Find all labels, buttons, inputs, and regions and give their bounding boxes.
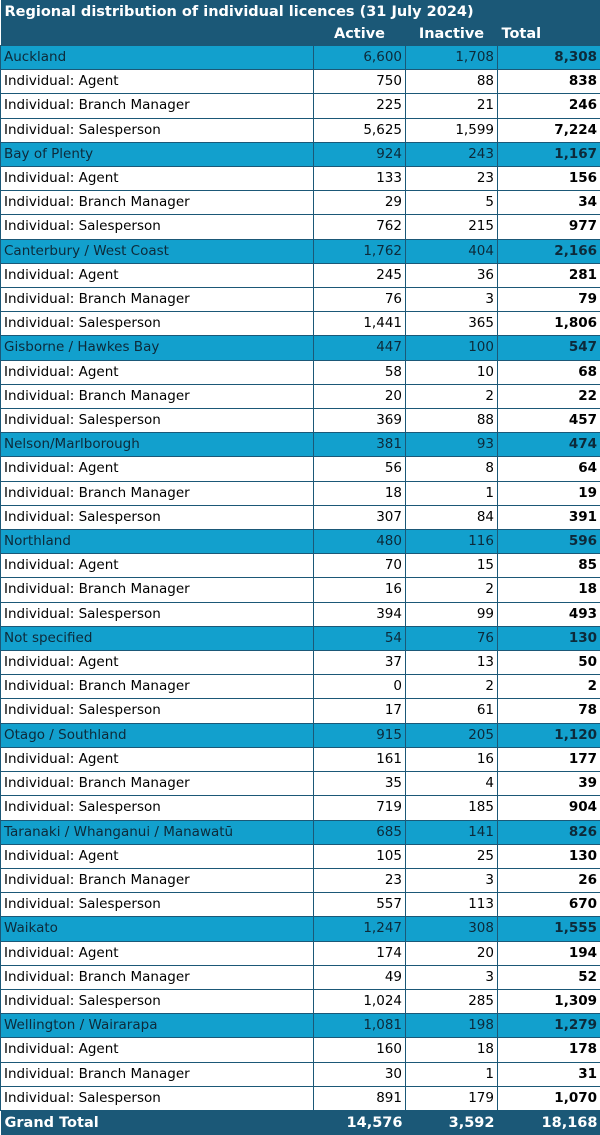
- licence-type-total: 178: [498, 1038, 600, 1062]
- region-name: Taranaki / Whanganui / Manawatū: [1, 820, 314, 844]
- licence-type-total: 246: [498, 94, 600, 118]
- licence-type-active: 105: [314, 844, 406, 868]
- licence-type-total: 156: [498, 167, 600, 191]
- region-active: 1,081: [314, 1014, 406, 1038]
- licence-type-total: 79: [498, 288, 600, 312]
- licence-type-label: Individual: Agent: [1, 457, 314, 481]
- licence-type-row: [1, 215, 600, 239]
- licence-type-inactive: 285: [406, 989, 498, 1013]
- licence-type-inactive: 3: [406, 965, 498, 989]
- licence-type-inactive: 3: [406, 288, 498, 312]
- licence-type-inactive: 3: [406, 868, 498, 892]
- licence-type-total: 2: [498, 675, 600, 699]
- licence-type-inactive: 365: [406, 312, 498, 336]
- licence-type-active: 23: [314, 868, 406, 892]
- licence-type-active: 30: [314, 1062, 406, 1086]
- licence-type-active: 5,625: [314, 118, 406, 142]
- licence-type-row: [1, 868, 600, 892]
- licence-type-total: 1,806: [498, 312, 600, 336]
- licence-type-total: 34: [498, 191, 600, 215]
- licence-type-active: 161: [314, 747, 406, 771]
- licence-type-active: 1,024: [314, 989, 406, 1013]
- grand-total-active: 14,576: [314, 1110, 406, 1135]
- region-total: 2,166: [498, 239, 600, 263]
- region-name: Wellington / Wairarapa: [1, 1014, 314, 1038]
- region-row: [1, 626, 600, 650]
- region-active: 924: [314, 142, 406, 166]
- region-total: 1,279: [498, 1014, 600, 1038]
- licence-type-row: [1, 70, 600, 94]
- licence-type-label: Individual: Agent: [1, 747, 314, 771]
- licence-type-total: 18: [498, 578, 600, 602]
- region-row: [1, 530, 600, 554]
- licence-type-label: Individual: Salesperson: [1, 796, 314, 820]
- licence-type-total: 493: [498, 602, 600, 626]
- licence-type-label: Individual: Agent: [1, 70, 314, 94]
- licence-type-row: [1, 554, 600, 578]
- licence-type-label: Individual: Salesperson: [1, 602, 314, 626]
- licence-type-label: Individual: Agent: [1, 554, 314, 578]
- licence-type-total: 39: [498, 772, 600, 796]
- licence-type-inactive: 185: [406, 796, 498, 820]
- licence-type-active: 17: [314, 699, 406, 723]
- region-inactive: 198: [406, 1014, 498, 1038]
- licence-type-label: Individual: Branch Manager: [1, 578, 314, 602]
- region-name: Nelson/Marlborough: [1, 433, 314, 457]
- licence-type-total: 281: [498, 263, 600, 287]
- licence-type-active: 133: [314, 167, 406, 191]
- region-active: 54: [314, 626, 406, 650]
- licence-type-inactive: 15: [406, 554, 498, 578]
- licence-type-inactive: 16: [406, 747, 498, 771]
- licence-type-row: [1, 747, 600, 771]
- licence-type-label: Individual: Branch Manager: [1, 94, 314, 118]
- licence-type-label: Individual: Agent: [1, 167, 314, 191]
- licence-type-inactive: 20: [406, 941, 498, 965]
- licence-type-row: [1, 457, 600, 481]
- region-total: 1,167: [498, 142, 600, 166]
- grand-total-row: [1, 1110, 600, 1135]
- table-body: [1, 46, 600, 1111]
- licence-type-active: 307: [314, 505, 406, 529]
- licence-type-total: 391: [498, 505, 600, 529]
- grand-total-total: 18,168: [498, 1110, 600, 1135]
- licence-type-total: 670: [498, 893, 600, 917]
- licence-type-label: Individual: Agent: [1, 360, 314, 384]
- licence-type-label: Individual: Branch Manager: [1, 675, 314, 699]
- licence-type-inactive: 1: [406, 1062, 498, 1086]
- licence-type-inactive: 4: [406, 772, 498, 796]
- region-active: 381: [314, 433, 406, 457]
- licence-type-total: 64: [498, 457, 600, 481]
- licence-type-total: 50: [498, 651, 600, 675]
- licence-type-inactive: 88: [406, 70, 498, 94]
- licence-type-inactive: 84: [406, 505, 498, 529]
- region-active: 685: [314, 820, 406, 844]
- licence-type-label: Individual: Branch Manager: [1, 965, 314, 989]
- region-row: [1, 336, 600, 360]
- licence-type-inactive: 2: [406, 578, 498, 602]
- region-inactive: 116: [406, 530, 498, 554]
- region-total: 826: [498, 820, 600, 844]
- licence-type-inactive: 5: [406, 191, 498, 215]
- licence-type-label: Individual: Salesperson: [1, 989, 314, 1013]
- table-title: Regional distribution of individual licences (31 July 2024): [1, 0, 600, 24]
- region-active: 6,600: [314, 46, 406, 70]
- region-row: [1, 433, 600, 457]
- licence-type-label: Individual: Salesperson: [1, 312, 314, 336]
- region-name: Auckland: [1, 46, 314, 70]
- licence-type-active: 394: [314, 602, 406, 626]
- licence-type-inactive: 88: [406, 409, 498, 433]
- region-name: Northland: [1, 530, 314, 554]
- region-total: 1,555: [498, 917, 600, 941]
- licence-type-active: 225: [314, 94, 406, 118]
- licence-type-row: [1, 893, 600, 917]
- region-total: 547: [498, 336, 600, 360]
- licence-type-inactive: 2: [406, 675, 498, 699]
- region-inactive: 93: [406, 433, 498, 457]
- region-inactive: 76: [406, 626, 498, 650]
- licence-type-row: [1, 1086, 600, 1110]
- licence-type-label: Individual: Branch Manager: [1, 191, 314, 215]
- licence-type-label: Individual: Agent: [1, 844, 314, 868]
- licence-type-row: [1, 191, 600, 215]
- licence-type-label: Individual: Salesperson: [1, 699, 314, 723]
- table-title-row: [1, 0, 600, 24]
- licence-type-row: [1, 360, 600, 384]
- header-inactive: Inactive: [406, 24, 498, 46]
- licence-type-inactive: 13: [406, 651, 498, 675]
- licence-type-inactive: 8: [406, 457, 498, 481]
- licence-type-row: [1, 675, 600, 699]
- region-active: 480: [314, 530, 406, 554]
- region-row: [1, 239, 600, 263]
- licence-type-active: 750: [314, 70, 406, 94]
- licence-type-row: [1, 602, 600, 626]
- licence-type-row: [1, 481, 600, 505]
- licence-type-total: 977: [498, 215, 600, 239]
- licence-type-label: Individual: Agent: [1, 941, 314, 965]
- licence-type-row: [1, 844, 600, 868]
- licence-type-label: Individual: Branch Manager: [1, 288, 314, 312]
- region-name: Waikato: [1, 917, 314, 941]
- licence-type-inactive: 36: [406, 263, 498, 287]
- licence-type-total: 85: [498, 554, 600, 578]
- licence-type-row: [1, 288, 600, 312]
- licence-type-label: Individual: Branch Manager: [1, 868, 314, 892]
- licence-type-row: [1, 965, 600, 989]
- licence-type-total: 194: [498, 941, 600, 965]
- licence-type-inactive: 25: [406, 844, 498, 868]
- licence-type-label: Individual: Branch Manager: [1, 481, 314, 505]
- licence-type-label: Individual: Salesperson: [1, 118, 314, 142]
- licence-type-row: [1, 505, 600, 529]
- region-row: [1, 46, 600, 70]
- region-inactive: 1,708: [406, 46, 498, 70]
- region-total: 8,308: [498, 46, 600, 70]
- licence-type-label: Individual: Salesperson: [1, 409, 314, 433]
- licence-type-total: 7,224: [498, 118, 600, 142]
- licence-type-row: [1, 94, 600, 118]
- licence-type-row: [1, 578, 600, 602]
- region-name: Bay of Plenty: [1, 142, 314, 166]
- region-name: Otago / Southland: [1, 723, 314, 747]
- licence-type-total: 78: [498, 699, 600, 723]
- licence-type-label: Individual: Agent: [1, 1038, 314, 1062]
- licence-type-total: 68: [498, 360, 600, 384]
- licence-type-row: [1, 384, 600, 408]
- licence-type-label: Individual: Branch Manager: [1, 384, 314, 408]
- region-inactive: 308: [406, 917, 498, 941]
- licence-type-label: Individual: Branch Manager: [1, 772, 314, 796]
- region-row: [1, 820, 600, 844]
- region-total: 1,120: [498, 723, 600, 747]
- licence-type-total: 1,309: [498, 989, 600, 1013]
- licence-type-row: [1, 118, 600, 142]
- licence-type-active: 369: [314, 409, 406, 433]
- region-active: 915: [314, 723, 406, 747]
- licence-type-active: 58: [314, 360, 406, 384]
- grand-total-label: Grand Total: [1, 1110, 314, 1135]
- licence-type-label: Individual: Salesperson: [1, 505, 314, 529]
- licence-type-row: [1, 772, 600, 796]
- region-active: 1,762: [314, 239, 406, 263]
- region-row: [1, 142, 600, 166]
- licence-type-inactive: 179: [406, 1086, 498, 1110]
- region-inactive: 404: [406, 239, 498, 263]
- licence-type-active: 762: [314, 215, 406, 239]
- licence-type-active: 719: [314, 796, 406, 820]
- licence-type-total: 1,070: [498, 1086, 600, 1110]
- licence-type-total: 22: [498, 384, 600, 408]
- licence-type-row: [1, 409, 600, 433]
- licence-type-total: 130: [498, 844, 600, 868]
- region-inactive: 100: [406, 336, 498, 360]
- licence-type-total: 457: [498, 409, 600, 433]
- region-total: 596: [498, 530, 600, 554]
- licence-type-total: 19: [498, 481, 600, 505]
- region-inactive: 243: [406, 142, 498, 166]
- licence-type-label: Individual: Agent: [1, 651, 314, 675]
- header-total: Total: [498, 24, 600, 46]
- licence-type-row: [1, 651, 600, 675]
- licence-type-active: 29: [314, 191, 406, 215]
- licence-type-label: Individual: Salesperson: [1, 893, 314, 917]
- region-inactive: 205: [406, 723, 498, 747]
- licence-type-label: Individual: Salesperson: [1, 1086, 314, 1110]
- licence-type-label: Individual: Salesperson: [1, 215, 314, 239]
- region-name: Not specified: [1, 626, 314, 650]
- licence-type-inactive: 99: [406, 602, 498, 626]
- licence-type-row: [1, 1038, 600, 1062]
- licence-type-inactive: 18: [406, 1038, 498, 1062]
- column-header-row: [1, 24, 600, 46]
- licence-type-active: 37: [314, 651, 406, 675]
- grand-total-inactive: 3,592: [406, 1110, 498, 1135]
- licence-type-active: 20: [314, 384, 406, 408]
- licence-type-row: [1, 263, 600, 287]
- region-row: [1, 723, 600, 747]
- licence-type-total: 26: [498, 868, 600, 892]
- licence-type-total: 52: [498, 965, 600, 989]
- licence-type-inactive: 10: [406, 360, 498, 384]
- licence-type-active: 70: [314, 554, 406, 578]
- licence-type-label: Individual: Agent: [1, 263, 314, 287]
- region-row: [1, 917, 600, 941]
- licence-type-row: [1, 941, 600, 965]
- licence-type-inactive: 1,599: [406, 118, 498, 142]
- header-active: Active: [314, 24, 406, 46]
- licence-type-label: Individual: Branch Manager: [1, 1062, 314, 1086]
- licence-type-active: 76: [314, 288, 406, 312]
- region-name: Canterbury / West Coast: [1, 239, 314, 263]
- licence-type-active: 35: [314, 772, 406, 796]
- licence-type-total: 904: [498, 796, 600, 820]
- licence-type-inactive: 23: [406, 167, 498, 191]
- region-total: 130: [498, 626, 600, 650]
- region-row: [1, 1014, 600, 1038]
- licence-type-active: 160: [314, 1038, 406, 1062]
- licence-type-active: 16: [314, 578, 406, 602]
- licence-type-active: 18: [314, 481, 406, 505]
- licence-type-active: 56: [314, 457, 406, 481]
- licence-type-total: 177: [498, 747, 600, 771]
- licence-type-inactive: 1: [406, 481, 498, 505]
- region-total: 474: [498, 433, 600, 457]
- licence-type-inactive: 2: [406, 384, 498, 408]
- licence-type-row: [1, 989, 600, 1013]
- licence-type-row: [1, 312, 600, 336]
- licence-type-row: [1, 796, 600, 820]
- licence-type-inactive: 61: [406, 699, 498, 723]
- licence-type-row: [1, 1062, 600, 1086]
- licence-type-active: 1,441: [314, 312, 406, 336]
- licence-type-active: 174: [314, 941, 406, 965]
- licence-type-active: 891: [314, 1086, 406, 1110]
- licence-type-row: [1, 167, 600, 191]
- region-active: 447: [314, 336, 406, 360]
- header-blank: [1, 24, 314, 46]
- licence-type-active: 245: [314, 263, 406, 287]
- licence-type-inactive: 215: [406, 215, 498, 239]
- region-active: 1,247: [314, 917, 406, 941]
- licence-type-row: [1, 699, 600, 723]
- licence-type-active: 49: [314, 965, 406, 989]
- licence-type-total: 838: [498, 70, 600, 94]
- region-inactive: 141: [406, 820, 498, 844]
- licence-type-active: 0: [314, 675, 406, 699]
- region-name: Gisborne / Hawkes Bay: [1, 336, 314, 360]
- licence-type-active: 557: [314, 893, 406, 917]
- licence-type-inactive: 21: [406, 94, 498, 118]
- licence-type-total: 31: [498, 1062, 600, 1086]
- licence-type-inactive: 113: [406, 893, 498, 917]
